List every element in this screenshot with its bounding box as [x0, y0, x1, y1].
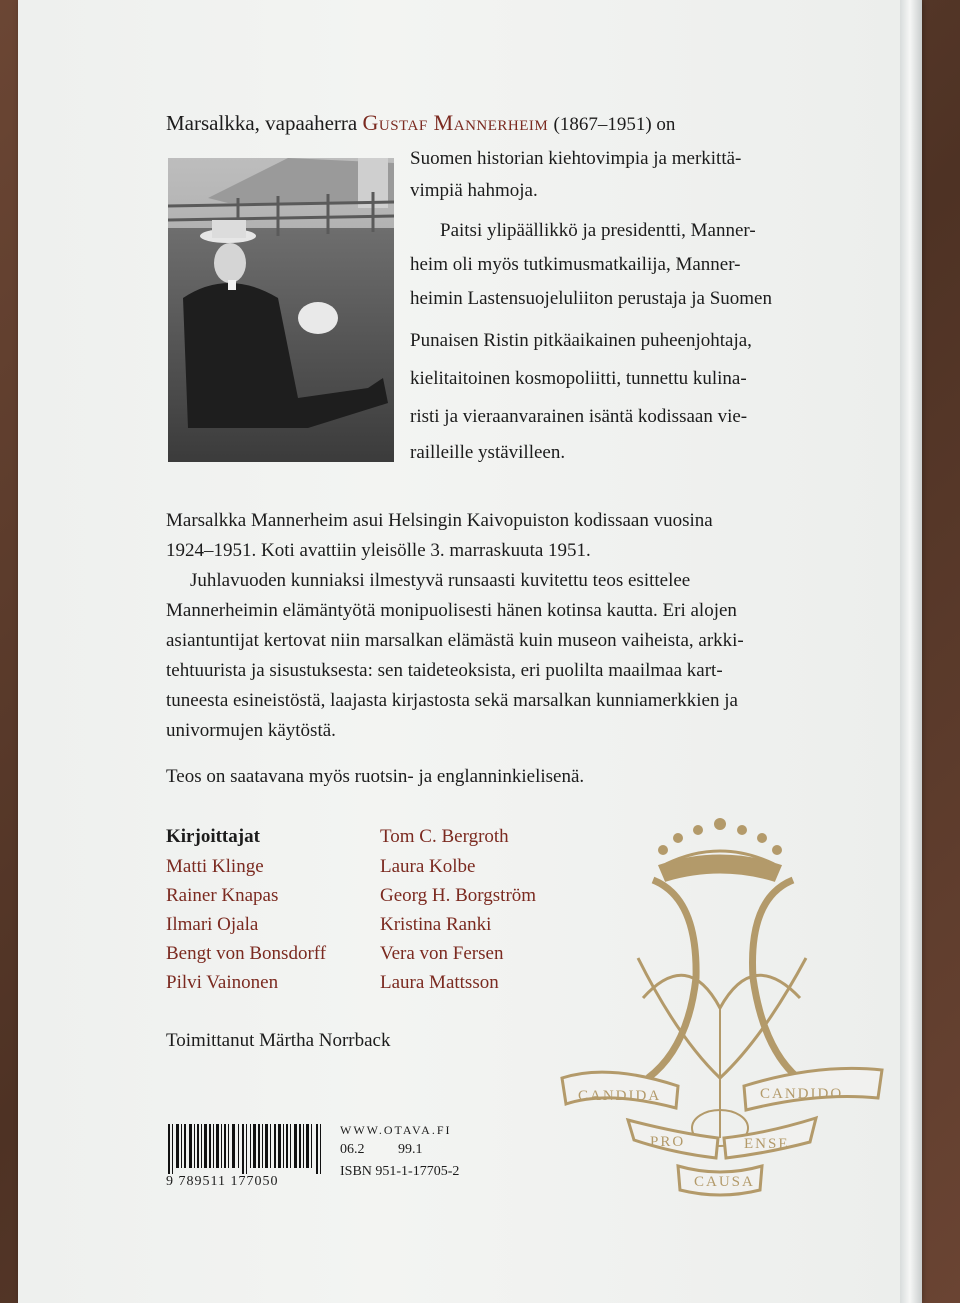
author-left-1: Matti Klinge — [166, 856, 264, 877]
body-p2-line-4: tehtuurista ja sisustuksesta: sen taideteoksista, eri puolilta maailmaa kart- — [166, 660, 723, 681]
ribbon-text-right: CANDIDO — [760, 1086, 844, 1102]
body-p1-line-1: Marsalkka Mannerheim asui Helsingin Kaivopuiston kodissaan vuosina — [166, 510, 713, 531]
publisher-url: WWW.OTAVA.FI — [340, 1123, 452, 1137]
intro-line-9: risti ja vieraanvarainen isäntä kodissaan vie- — [410, 406, 748, 427]
intro-line-2: Suomen historian kiehtovimpia ja merkittä- — [410, 148, 742, 169]
author-right-3: Georg H. Borgström — [380, 885, 537, 906]
body-p2-line-1: Juhlavuoden kunniaksi ilmestyvä runsaasti kuvitettu teos esittelee — [190, 570, 691, 591]
subject-years: (1867–1951) on — [553, 114, 676, 135]
subject-name: Gustaf Mannerheim — [362, 110, 549, 135]
body-p2-line-5: tuneesta esineistöstä, laajasta kirjastosta sekä marsalkan kunniamerkkien ja — [166, 690, 738, 711]
intro-line-4: Paitsi ylipäällikkö ja presidentti, Manner- — [440, 220, 756, 241]
author-right-5: Vera von Fersen — [380, 943, 504, 964]
crown-icon — [658, 818, 782, 880]
crowned-monogram-emblem — [548, 808, 898, 1228]
isbn: ISBN 951-1-17705-2 — [340, 1164, 460, 1179]
author-right-1: Tom C. Bergroth — [380, 826, 509, 847]
author-right-6: Laura Mattsson — [380, 972, 499, 993]
publisher-code-a: 06.2 — [340, 1142, 365, 1157]
mannerheim-photo — [168, 158, 394, 462]
intro-line-10: railleille ystävilleen. — [410, 442, 566, 463]
book-spine-edge — [900, 0, 922, 1303]
author-left-5: Pilvi Vainonen — [166, 972, 279, 993]
body-p3: Teos on saatavana myös ruotsin- ja englanninkielisenä. — [166, 766, 585, 787]
authors-heading: Kirjoittajat — [166, 826, 260, 847]
body-p2-line-3: asiantuntijat kertovat niin marsalkan elämästä kuin museon vaiheista, arkki- — [166, 630, 744, 651]
body-p1-line-2: 1924–1951. Koti avattiin yleisölle 3. marraskuuta 1951. — [166, 540, 591, 561]
intro-line-1 — [166, 108, 675, 139]
author-left-4: Bengt von Bonsdorff — [166, 943, 327, 964]
author-left-2: Rainer Knapas — [166, 885, 279, 906]
ribbon-text-mid-left: PRO — [650, 1134, 686, 1150]
author-right-4: Kristina Ranki — [380, 914, 492, 935]
ribbon-text-mid-right: ENSE — [744, 1136, 790, 1152]
body-p2-line-2: Mannerheimin elämäntyötä monipuolisesti hänen kotinsa kautta. Eri alojen — [166, 600, 737, 621]
intro-line-3: vimpiä hahmoja. — [410, 180, 538, 201]
editor-credit: Toimittanut Märtha Norrback — [166, 1030, 391, 1051]
publisher-code-b: 99.1 — [398, 1142, 423, 1157]
intro-line-7: Punaisen Ristin pitkäaikainen puheenjohtaja, — [410, 330, 752, 351]
ribbon-text-left: CANDIDA — [578, 1088, 662, 1104]
intro-line-6: heimin Lastensuojeluliiton perustaja ja Suomen — [410, 288, 772, 309]
author-right-2: Laura Kolbe — [380, 856, 476, 877]
author-left-3: Ilmari Ojala — [166, 914, 259, 935]
intro-line-5: heim oli myös tutkimusmatkailija, Manner- — [410, 254, 741, 275]
barcode-number: 9 789511 177050 — [166, 1174, 279, 1189]
intro-text: Marsalkka, vapaaherra — [166, 111, 358, 135]
body-p2-line-6: univormujen käytöstä. — [166, 720, 336, 741]
ribbon-text-bottom: CAUSA — [694, 1174, 755, 1190]
intro-line-8: kielitaitoinen kosmopoliitti, tunnettu kulina- — [410, 368, 747, 389]
barcode — [166, 1124, 326, 1174]
